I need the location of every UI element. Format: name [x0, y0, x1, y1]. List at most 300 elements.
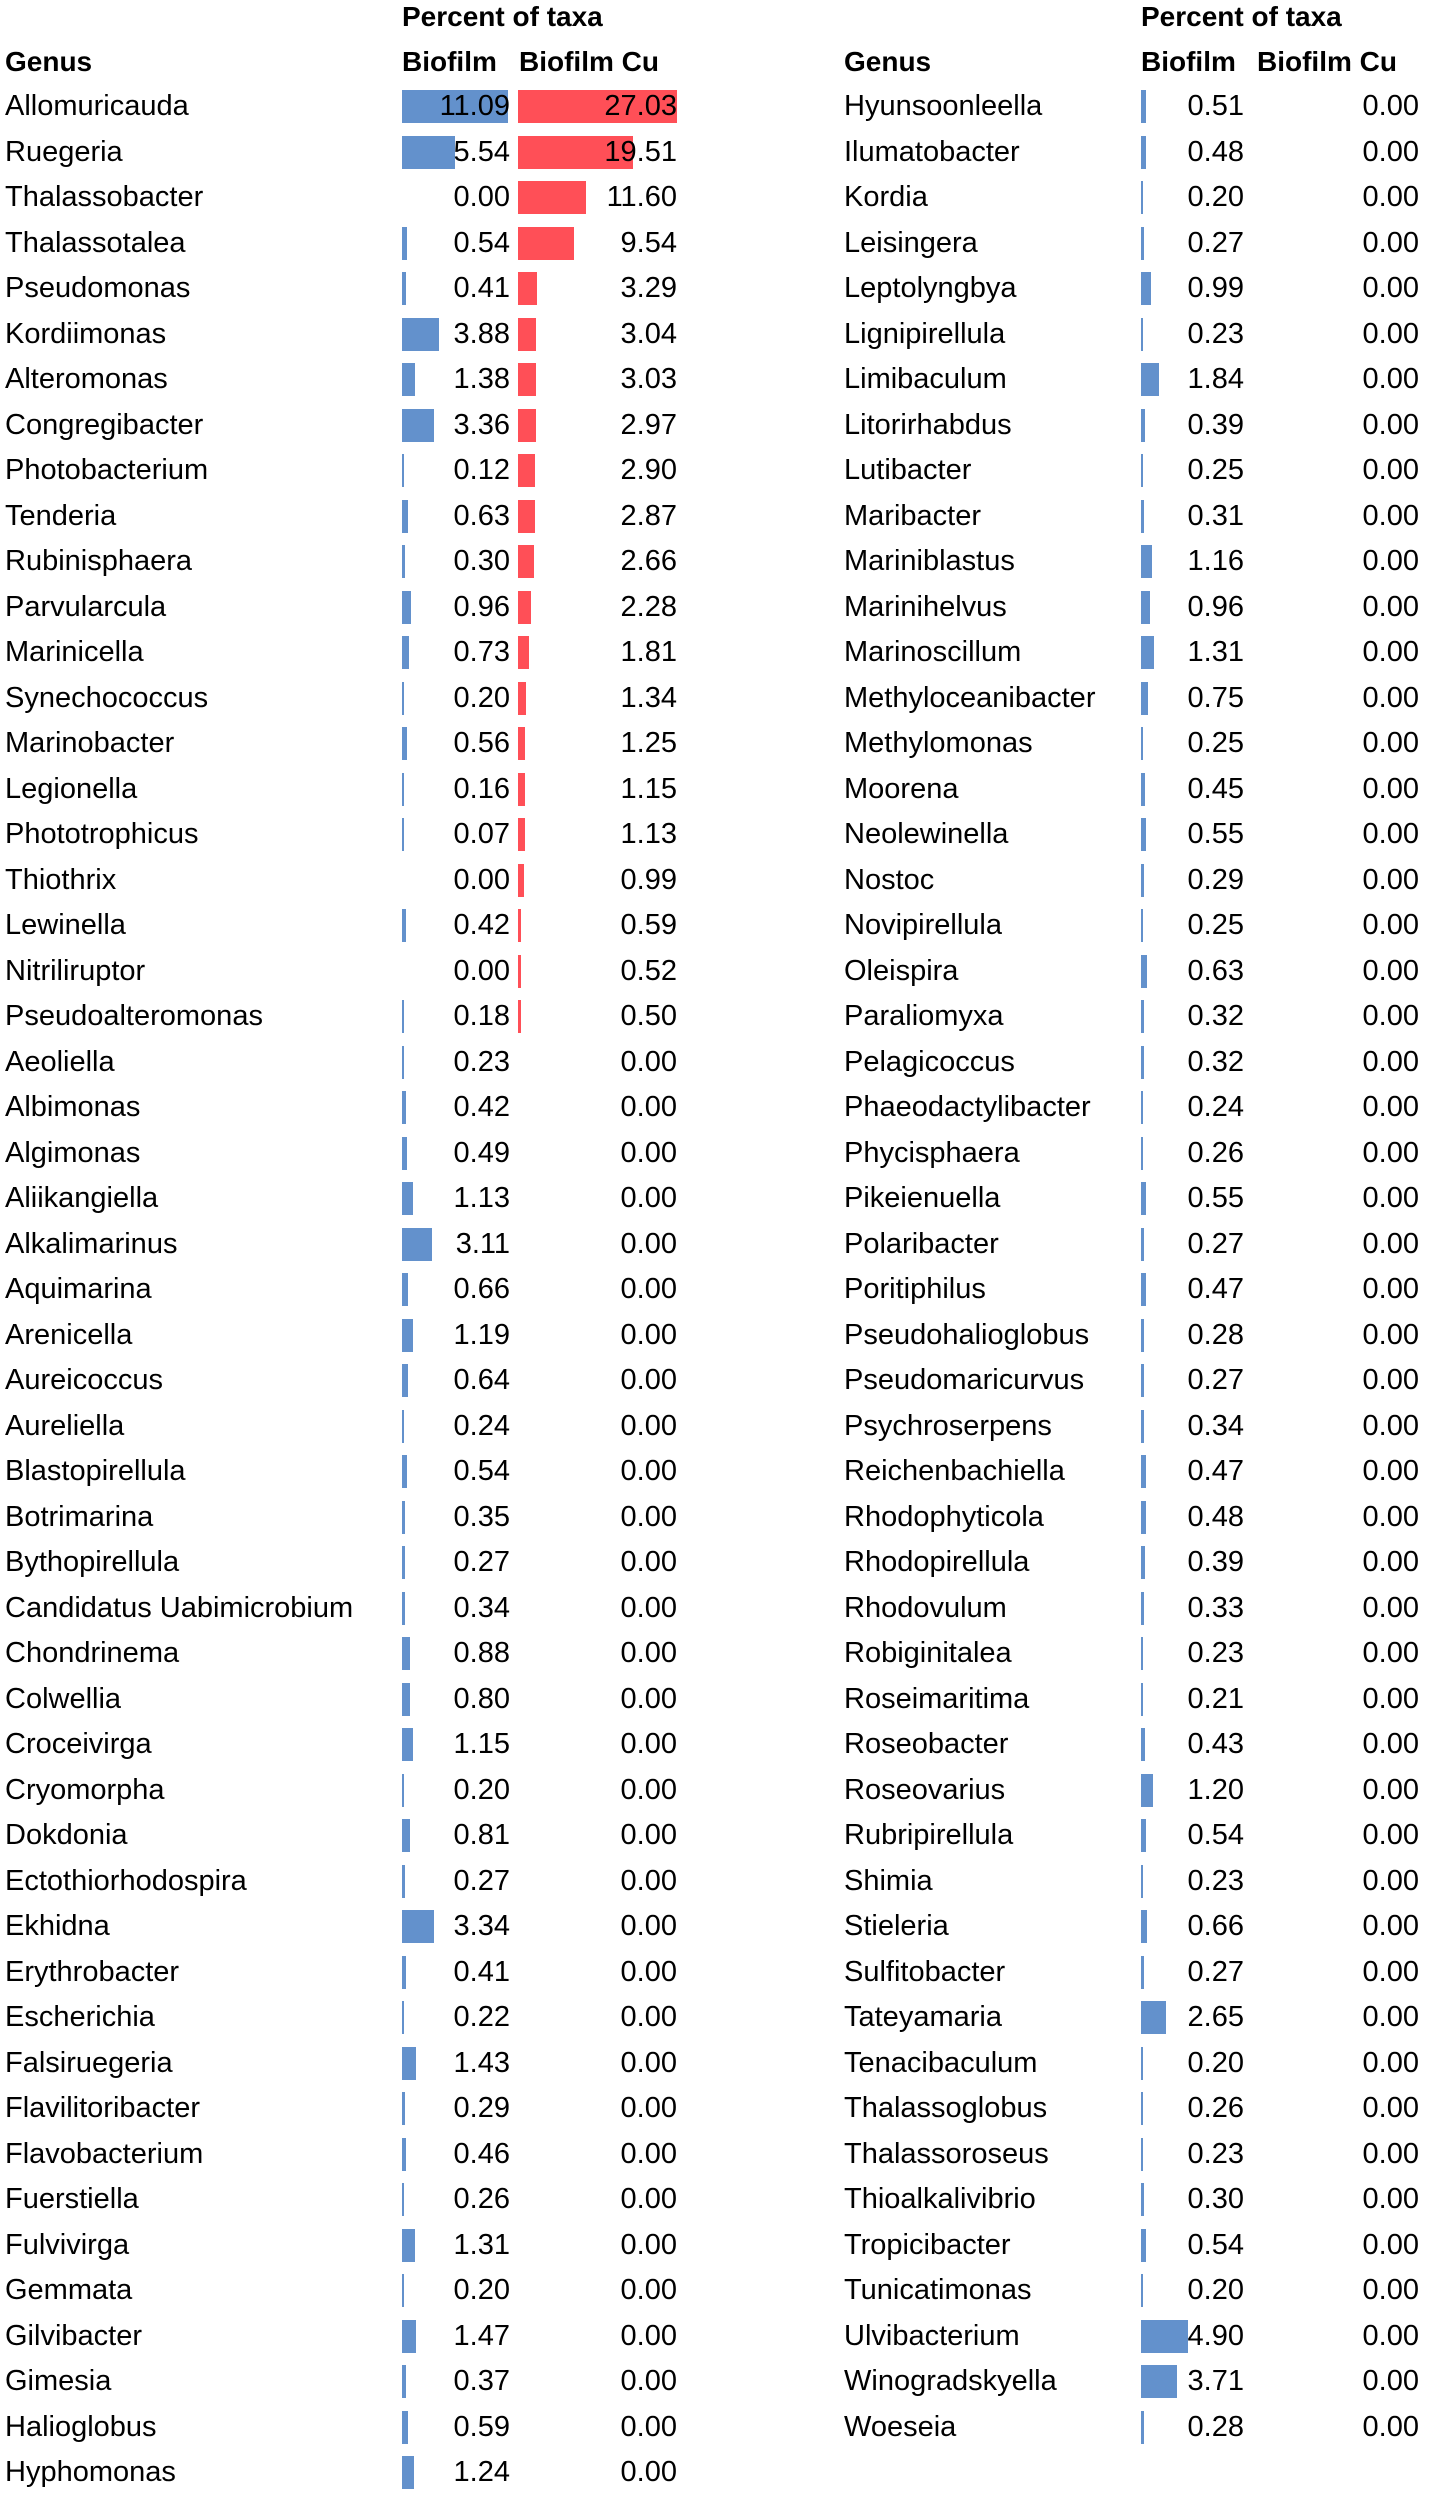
group-header-right: Percent of taxa [1141, 1, 1342, 32]
genus-label: Winogradskyella [844, 2365, 1057, 2397]
biofilm-cu-value: 0.00 [1362, 1273, 1419, 1305]
table-row [0, 1267, 1430, 1312]
genus-label: Reichenbachiella [844, 1455, 1065, 1487]
biofilm-value: 0.27 [1187, 226, 1244, 259]
biofilm-cu-value: 0.00 [1362, 90, 1419, 122]
genus-label: Pelagicoccus [844, 1045, 1015, 1078]
biofilm-cu-value: 0.00 [1362, 499, 1419, 532]
biofilm-value: 1.43 [453, 2046, 510, 2079]
biofilm-cu-value: 0.00 [1362, 408, 1419, 441]
biofilm-value: 0.20 [1187, 2046, 1244, 2079]
biofilm-cu-value: 0.00 [1362, 1819, 1419, 1851]
biofilm-value: 0.20 [1187, 181, 1244, 213]
biofilm-cu-value: 0.00 [620, 2274, 677, 2306]
biofilm-value: 11.09 [439, 90, 510, 122]
biofilm-cu-value: 1.15 [620, 772, 677, 805]
column-header-biofilm-left: Biofilm [402, 46, 497, 77]
genus-label: Kordiimonas [5, 317, 167, 350]
table-row [0, 1813, 1430, 1858]
genus-label: Shimia [844, 1864, 933, 1897]
table-row [0, 221, 1430, 266]
genus-label: Thioalkalivibrio [844, 2183, 1036, 2215]
biofilm-value: 0.66 [1187, 1910, 1244, 1942]
genus-label: Botrimarina [5, 1500, 154, 1533]
biofilm-value: 0.99 [1187, 272, 1244, 304]
genus-label: Synechococcus [5, 681, 209, 714]
biofilm-value: 0.37 [453, 2365, 510, 2397]
biofilm-cu-value: 0.00 [620, 1227, 677, 1260]
genus-label: Colwellia [5, 1682, 122, 1715]
table-row [0, 1449, 1430, 1494]
table-row [0, 949, 1430, 994]
genus-label: Phototrophicus [5, 818, 199, 850]
genus-label: Thalassoglobus [844, 2092, 1048, 2124]
biofilm-value: 0.16 [453, 772, 510, 805]
biofilm-value: 0.25 [1187, 727, 1244, 759]
biofilm-value: 0.21 [1187, 1682, 1244, 1715]
biofilm-value: 3.36 [453, 408, 510, 441]
biofilm-value: 0.34 [453, 1591, 510, 1624]
genus-label: Pseudomaricurvus [844, 1364, 1085, 1396]
biofilm-value: 0.33 [1187, 1591, 1244, 1624]
biofilm-value: 0.23 [453, 1045, 510, 1078]
biofilm-value: 0.45 [1187, 772, 1244, 805]
genus-label: Ilumatobacter [844, 135, 1020, 168]
biofilm-cu-value: 0.00 [1362, 1136, 1419, 1169]
biofilm-cu-value: 0.00 [1362, 2092, 1419, 2124]
biofilm-value: 0.23 [1187, 317, 1244, 350]
biofilm-cu-value: 2.66 [620, 545, 677, 577]
biofilm-cu-value: 0.00 [1362, 636, 1419, 668]
biofilm-value: 3.88 [453, 317, 510, 350]
genus-label: Litorirhabdus [844, 408, 1012, 441]
biofilm-value: 0.29 [453, 2092, 510, 2124]
genus-label: Maribacter [844, 499, 981, 532]
biofilm-cu-value: 0.00 [1362, 1546, 1419, 1578]
biofilm-cu-value: 0.00 [1362, 2365, 1419, 2397]
biofilm-value: 0.32 [1187, 1045, 1244, 1078]
genus-label: Alkalimarinus [5, 1227, 178, 1260]
genus-label: Lewinella [5, 909, 126, 941]
group-header-left: Percent of taxa [402, 1, 603, 32]
biofilm-cu-value: 0.00 [1362, 272, 1419, 304]
biofilm-cu-value: 27.03 [604, 90, 677, 122]
genus-label: Hyphomonas [5, 2456, 176, 2488]
biofilm-cu-value: 0.00 [1362, 1773, 1419, 1806]
biofilm-value: 1.16 [1187, 545, 1244, 577]
biofilm-cu-value: 0.00 [1362, 1182, 1419, 1214]
biofilm-value: 0.54 [453, 226, 510, 259]
table-row [0, 84, 1430, 129]
table-row [0, 448, 1430, 493]
biofilm-cu-value: 0.00 [1362, 909, 1419, 941]
genus-label: Mariniblastus [844, 545, 1015, 577]
genus-label: Croceivirga [5, 1728, 152, 1760]
table-row [0, 1404, 1430, 1449]
biofilm-cu-value: 0.00 [1362, 954, 1419, 987]
biofilm-value: 0.27 [1187, 1227, 1244, 1260]
genus-label: Falsiruegeria [5, 2046, 173, 2079]
biofilm-cu-value: 0.00 [1362, 1682, 1419, 1715]
biofilm-value: 0.24 [453, 1409, 510, 1442]
genus-label: Novipirellula [844, 909, 1002, 941]
biofilm-value: 0.27 [1187, 1955, 1244, 1988]
biofilm-cu-value: 0.00 [1362, 1409, 1419, 1442]
genus-label: Lignipirellula [844, 317, 1006, 350]
biofilm-cu-value: 1.34 [620, 681, 677, 714]
biofilm-value: 0.23 [1187, 2137, 1244, 2170]
table-row [0, 539, 1430, 584]
genus-label: Chondrinema [5, 1637, 180, 1669]
genus-label: Thalassotalea [5, 226, 186, 259]
biofilm-cu-value: 0.00 [1362, 2001, 1419, 2033]
genus-label: Ruegeria [5, 135, 123, 168]
biofilm-cu-value: 0.00 [620, 1091, 677, 1123]
genus-label: Nitriliruptor [5, 954, 146, 987]
genus-label: Phaeodactylibacter [844, 1091, 1091, 1123]
biofilm-value: 0.42 [453, 909, 510, 941]
table-row [0, 1722, 1430, 1767]
genus-label: Robiginitalea [844, 1637, 1012, 1669]
biofilm-cu-value: 0.00 [620, 1682, 677, 1715]
biofilm-cu-value: 0.00 [620, 1591, 677, 1624]
biofilm-cu-value: 0.00 [1362, 1364, 1419, 1396]
biofilm-value: 0.47 [1187, 1273, 1244, 1305]
table-row [0, 312, 1430, 357]
table-row [0, 994, 1430, 1039]
genus-label: Tropicibacter [844, 2228, 1011, 2261]
biofilm-cu-value: 0.00 [620, 1864, 677, 1897]
column-header-genus-left: Genus [5, 46, 93, 77]
table-row [0, 1176, 1430, 1221]
biofilm-value: 0.20 [453, 681, 510, 714]
genus-label: Psychroserpens [844, 1409, 1052, 1442]
table-row [0, 1313, 1430, 1358]
biofilm-value: 1.15 [453, 1728, 510, 1760]
biofilm-value: 0.20 [453, 1773, 510, 1806]
biofilm-value: 0.75 [1187, 681, 1244, 714]
biofilm-value: 0.00 [453, 954, 510, 987]
biofilm-value: 0.30 [453, 545, 510, 577]
table-row [0, 1677, 1430, 1722]
genus-label: Pikeienuella [844, 1182, 1001, 1214]
genus-label: Woeseia [844, 2410, 957, 2443]
table-row [0, 812, 1430, 857]
biofilm-value: 0.81 [453, 1819, 510, 1851]
biofilm-value: 0.20 [453, 2274, 510, 2306]
biofilm-cu-value: 2.28 [620, 590, 677, 623]
genus-label: Gilvibacter [5, 2319, 142, 2352]
biofilm-value: 0.54 [1187, 1819, 1244, 1851]
biofilm-cu-value: 0.00 [1362, 727, 1419, 759]
biofilm-cu-value: 0.00 [620, 1637, 677, 1669]
table-row [0, 175, 1430, 220]
biofilm-cu-value: 0.00 [1362, 2319, 1419, 2352]
biofilm-cu-value: 9.54 [620, 226, 677, 259]
genus-label: Bythopirellula [5, 1546, 180, 1578]
genus-label: Polaribacter [844, 1227, 999, 1260]
genus-label: Gemmata [5, 2274, 133, 2306]
table-row [0, 2405, 1430, 2450]
genus-label: Cryomorpha [5, 1773, 165, 1806]
biofilm-cu-value: 0.00 [620, 1455, 677, 1487]
biofilm-value: 5.54 [453, 135, 510, 168]
table-row [0, 2132, 1430, 2177]
genus-label: Rhodopirellula [844, 1546, 1030, 1578]
biofilm-cu-value: 0.00 [1362, 1000, 1419, 1032]
biofilm-value: 0.00 [453, 181, 510, 213]
biofilm-value: 0.55 [1187, 1182, 1244, 1214]
biofilm-value: 0.66 [453, 1273, 510, 1305]
biofilm-value: 0.22 [453, 2001, 510, 2033]
table-row [0, 357, 1430, 402]
biofilm-value: 0.23 [1187, 1864, 1244, 1897]
biofilm-value: 1.47 [453, 2319, 510, 2352]
biofilm-value: 0.49 [453, 1136, 510, 1169]
biofilm-value: 3.34 [453, 1910, 510, 1942]
biofilm-value: 0.23 [1187, 1637, 1244, 1669]
genus-label: Candidatus Uabimicrobium [5, 1591, 354, 1624]
biofilm-value: 0.29 [1187, 863, 1244, 896]
biofilm-value: 1.31 [1187, 636, 1244, 668]
biofilm-value: 4.90 [1187, 2319, 1244, 2352]
biofilm-value: 0.64 [453, 1364, 510, 1396]
biofilm-value: 0.26 [1187, 1136, 1244, 1169]
biofilm-value: 0.43 [1187, 1728, 1244, 1760]
genus-label: Thalassoroseus [844, 2137, 1049, 2170]
biofilm-value: 0.63 [453, 499, 510, 532]
table-row [0, 721, 1430, 766]
table-row [0, 1040, 1430, 1085]
genus-label: Photobacterium [5, 454, 209, 486]
biofilm-value: 0.35 [453, 1500, 510, 1533]
genus-label: Aureliella [5, 1409, 125, 1442]
genus-label: Legionella [5, 772, 138, 805]
biofilm-value: 0.30 [1187, 2183, 1244, 2215]
table-row [0, 1131, 1430, 1176]
table-row [0, 1904, 1430, 1949]
biofilm-value: 0.31 [1187, 499, 1244, 532]
genus-label: Pseudohalioglobus [844, 1318, 1090, 1351]
genus-label: Fulvivirga [5, 2228, 130, 2261]
biofilm-value: 0.26 [1187, 2092, 1244, 2124]
biofilm-cu-value: 0.00 [620, 1910, 677, 1942]
genus-label: Marinicella [5, 636, 144, 668]
biofilm-cu-value: 3.29 [620, 272, 677, 304]
biofilm-cu-value: 0.00 [620, 1955, 677, 1988]
biofilm-cu-value: 0.00 [620, 1182, 677, 1214]
biofilm-cu-value: 2.97 [620, 408, 677, 441]
genus-label: Halioglobus [5, 2410, 157, 2443]
biofilm-cu-value: 0.00 [1362, 181, 1419, 213]
biofilm-cu-value: 0.99 [620, 863, 677, 896]
biofilm-cu-value: 3.04 [620, 317, 677, 350]
genus-label: Rubinisphaera [5, 545, 193, 577]
genus-label: Flavobacterium [5, 2137, 204, 2170]
genus-label: Sulfitobacter [844, 1955, 1006, 1988]
biofilm-cu-value: 1.13 [620, 818, 677, 850]
biofilm-value: 1.84 [1187, 363, 1244, 395]
table-row [0, 1222, 1430, 1267]
genus-label: Fuerstiella [5, 2183, 139, 2215]
biofilm-cu-value: 0.00 [620, 1318, 677, 1351]
biofilm-cu-value: 0.00 [620, 2046, 677, 2079]
biofilm-cu-value: 0.00 [1362, 2274, 1419, 2306]
biofilm-value: 0.48 [1187, 135, 1244, 168]
biofilm-value: 0.96 [1187, 590, 1244, 623]
biofilm-cu-value: 0.00 [1362, 2410, 1419, 2443]
biofilm-cu-value: 0.00 [1362, 1637, 1419, 1669]
biofilm-value: 0.56 [453, 727, 510, 759]
biofilm-cu-value: 0.00 [620, 2410, 677, 2443]
biofilm-value: 0.28 [1187, 1318, 1244, 1351]
biofilm-cu-value: 0.00 [1362, 1728, 1419, 1760]
table-row [0, 2177, 1430, 2222]
biofilm-cu-value: 0.00 [620, 1500, 677, 1533]
biofilm-value: 0.46 [453, 2137, 510, 2170]
genus-label: Ectothiorhodospira [5, 1864, 247, 1897]
biofilm-value: 0.41 [453, 272, 510, 304]
biofilm-value: 1.20 [1187, 1773, 1244, 1806]
genus-label: Escherichia [5, 2001, 155, 2033]
biofilm-cu-value: 0.00 [1362, 2183, 1419, 2215]
biofilm-value: 0.24 [1187, 1091, 1244, 1123]
genus-label: Flavilitoribacter [5, 2092, 200, 2124]
genus-label: Alteromonas [5, 363, 168, 395]
biofilm-value: 0.96 [453, 590, 510, 623]
biofilm-cu-value: 0.00 [620, 2456, 677, 2488]
biofilm-value: 1.38 [453, 363, 510, 395]
biofilm-cu-value: 0.00 [1362, 2137, 1419, 2170]
genus-label: Stieleria [844, 1910, 949, 1942]
biofilm-cu-value: 19.51 [604, 135, 677, 168]
biofilm-cu-value: 0.00 [620, 1728, 677, 1760]
biofilm-cu-value: 0.00 [620, 1364, 677, 1396]
genus-label: Roseovarius [844, 1773, 1006, 1806]
table-row [0, 2223, 1430, 2268]
biofilm-value: 0.47 [1187, 1455, 1244, 1487]
table-row [0, 1540, 1430, 1585]
biofilm-cu-value: 0.00 [620, 1045, 677, 1078]
genus-label: Gimesia [5, 2365, 112, 2397]
biofilm-value: 3.11 [455, 1227, 510, 1260]
biofilm-cu-value: 0.00 [1362, 226, 1419, 259]
table-row [0, 676, 1430, 721]
biofilm-cu-value: 0.00 [1362, 2228, 1419, 2261]
biofilm-cu-value: 1.25 [620, 727, 677, 759]
genus-label: Aquimarina [5, 1273, 152, 1305]
biofilm-value: 0.25 [1187, 909, 1244, 941]
biofilm-cu-value: 2.87 [620, 499, 677, 532]
biofilm-cu-value: 0.00 [620, 1773, 677, 1806]
biofilm-cu-value: 0.00 [1362, 1955, 1419, 1988]
genus-label: Aeoliella [5, 1045, 115, 1078]
genus-label: Paraliomyxa [844, 1000, 1004, 1032]
biofilm-cu-value: 0.00 [620, 1546, 677, 1578]
biofilm-cu-value: 0.00 [620, 2319, 677, 2352]
biofilm-value: 0.39 [1187, 1546, 1244, 1578]
biofilm-cu-value: 0.00 [1362, 1318, 1419, 1351]
table-row [0, 858, 1430, 903]
column-header-genus-right: Genus [844, 46, 932, 77]
genus-label: Rhodovulum [844, 1591, 1007, 1624]
genus-label: Albimonas [5, 1091, 141, 1123]
biofilm-cu-value: 0.00 [1362, 1500, 1419, 1533]
biofilm-value: 0.27 [453, 1864, 510, 1897]
table-row [0, 585, 1430, 630]
genus-label: Tateyamaria [844, 2001, 1002, 2033]
genus-label: Lutibacter [844, 454, 972, 486]
biofilm-cu-value: 0.00 [620, 1409, 677, 1442]
biofilm-cu-value: 0.00 [1362, 317, 1419, 350]
table-row [0, 494, 1430, 539]
biofilm-cu-value: 11.60 [606, 181, 677, 213]
biofilm-value: 0.54 [453, 1455, 510, 1487]
biofilm-cu-value: 0.00 [1362, 863, 1419, 896]
biofilm-value: 0.59 [453, 2410, 510, 2443]
biofilm-cu-value: 0.00 [1362, 1910, 1419, 1942]
biofilm-value: 1.13 [453, 1182, 510, 1214]
biofilm-cu-value: 0.00 [1362, 135, 1419, 168]
biofilm-value: 0.54 [1187, 2228, 1244, 2261]
biofilm-cu-value: 0.00 [1362, 454, 1419, 486]
genus-label: Marinoscillum [844, 636, 1022, 668]
genus-label: Tunicatimonas [844, 2274, 1032, 2306]
table-row [0, 1495, 1430, 1540]
genus-label: Ekhidna [5, 1910, 110, 1942]
biofilm-cu-value: 0.00 [1362, 590, 1419, 623]
biofilm-cu-value: 0.00 [620, 2001, 677, 2033]
table-row [0, 1358, 1430, 1403]
biofilm-cu-value: 0.00 [1362, 1864, 1419, 1897]
genus-label: Aureicoccus [5, 1364, 163, 1396]
genus-label: Arenicella [5, 1318, 133, 1351]
biofilm-cu-value: 0.00 [1362, 1045, 1419, 1078]
genus-label: Thalassobacter [5, 181, 204, 213]
biofilm-value: 0.39 [1187, 408, 1244, 441]
biofilm-cu-value: 0.00 [1362, 772, 1419, 805]
genus-label: Dokdonia [5, 1819, 128, 1851]
biofilm-cu-value: 0.00 [620, 1819, 677, 1851]
genus-label: Parvularcula [5, 590, 167, 623]
table-row [0, 1950, 1430, 1995]
biofilm-value: 0.73 [453, 636, 510, 668]
biofilm-cu-value: 0.00 [1362, 1091, 1419, 1123]
biofilm-value: 0.63 [1187, 954, 1244, 987]
genus-label: Marinihelvus [844, 590, 1007, 623]
genus-label: Oleispira [844, 954, 959, 987]
biofilm-value: 0.12 [453, 454, 510, 486]
biofilm-cu-value: 0.00 [1362, 2046, 1419, 2079]
table-row [0, 2086, 1430, 2131]
table-row [0, 1631, 1430, 1676]
biofilm-cu-value: 0.00 [1362, 681, 1419, 714]
biofilm-value: 0.18 [453, 1000, 510, 1032]
biofilm-value: 0.25 [1187, 454, 1244, 486]
genus-label: Tenacibaculum [844, 2046, 1038, 2079]
genus-label: Ulvibacterium [844, 2319, 1020, 2352]
table-row [0, 1859, 1430, 1904]
genus-label: Methyloceanibacter [844, 681, 1096, 714]
genus-label: Leptolyngbya [844, 272, 1017, 304]
table-row [0, 130, 1430, 175]
genus-label: Kordia [844, 181, 928, 213]
biofilm-cu-value: 0.00 [620, 1136, 677, 1169]
biofilm-cu-value: 0.00 [1362, 818, 1419, 850]
biofilm-cu-value: 1.81 [620, 636, 677, 668]
biofilm-value: 0.07 [453, 818, 510, 850]
genus-label: Rubripirellula [844, 1819, 1014, 1851]
